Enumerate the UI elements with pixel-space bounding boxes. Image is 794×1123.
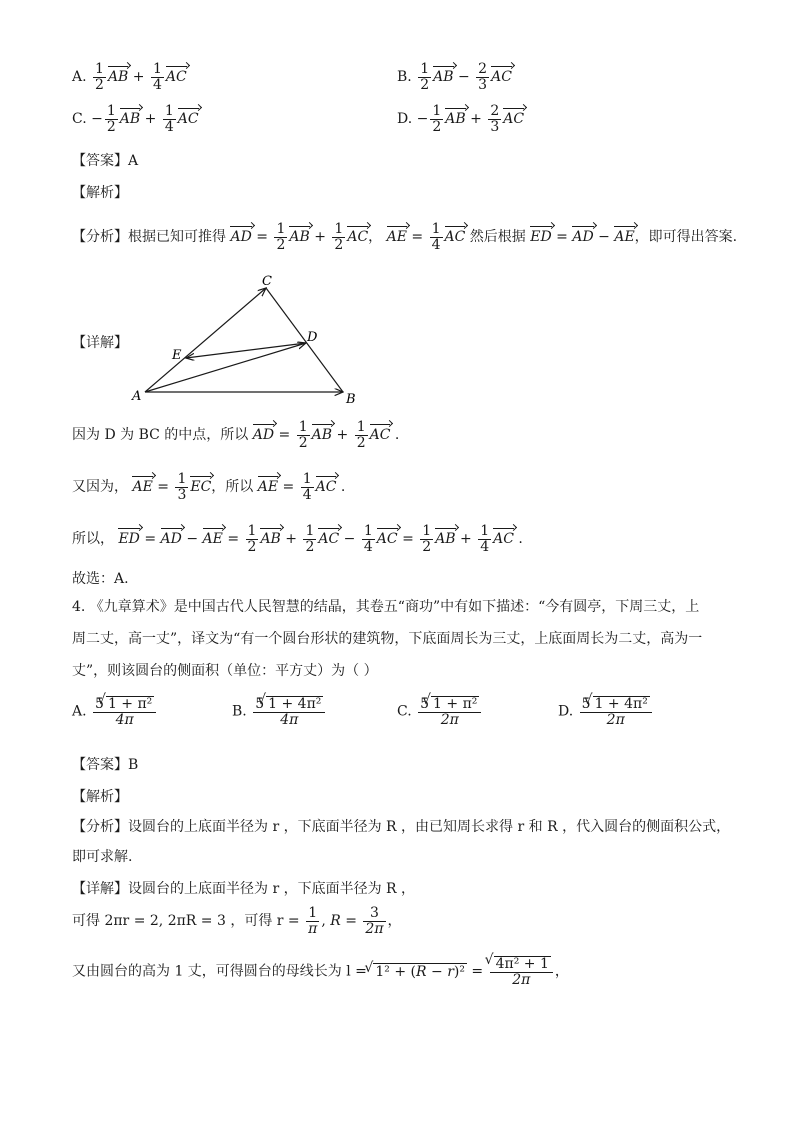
q3-conclusion: 故选：A. <box>72 571 129 587</box>
q4-stem-line-1: 4. 《九章算术》是中国古代人民智慧的结晶，其卷五“商功”中有如下描述：“今有圆亭，下周三丈，上 <box>72 599 700 615</box>
point-e-label: E <box>172 348 182 363</box>
point-b-label: B <box>346 392 356 407</box>
q3-analysis: 【分析】根据已知可推得 AD = $\frac{1}{2}$ AB + $\frac{1}{2}$ AC， AE = $\frac{1}{4}$ AC 然后根据 ED = AD − AE，即可得出答案. <box>72 221 738 253</box>
q4-option-a: A. $\frac{\text{5√ 1 + π²}}{4\pi}$ <box>72 696 158 727</box>
vector-ac <box>145 288 266 392</box>
q4-answer: 【答案】B <box>72 757 139 773</box>
q4-detail-line-3: 又由圆台的高为 1 丈，可得圆台的母线长为 l = √ 1² + (R − r)² = √ $\frac{\text{4π² + 1}}{2\pi}$ ， <box>72 956 569 987</box>
detail-line-3: 所以， ED = AD − AE = $\frac{1}{2}$ AB + $\frac{1}{2}$ AC − $\frac{1}{4}$ AC = $\frac{1}{2}$ AB + $\frac{1}{4}$ AC . <box>72 523 523 555</box>
q4-stem-line-2: 周二丈，高一丈”，译文为“有一个圆台形状的建筑物，下底面周长为三丈，上底面周长为二丈，高为一 <box>72 631 703 647</box>
q4-detail-line-2: 可得 2πr = 2, 2πR = 3 ，可得 r = $\frac{1}{\pi}$ , R = $\frac{3}{2\pi}$ ， <box>72 905 402 937</box>
point-a-label: A <box>132 389 142 404</box>
q4-stem-line-3: 丈”，则该圆台的侧面积（单位：平方丈）为（ ） <box>72 663 378 679</box>
q3-analysis-tag: 【解析】 <box>72 185 128 201</box>
option-a: A. $\frac{1}{2}$ AB + $\frac{1}{4}$ AC <box>72 61 187 93</box>
point-d-label: D <box>307 330 318 345</box>
q4-option-c: C. $\frac{\text{5√ 1 + π²}}{2\pi}$ <box>397 696 483 727</box>
q4-analysis-line-1: 【分析】设圆台的上底面半径为 r ，下底面半径为 R ，由已知周长求得 r 和 R ，代入圆台的侧面积公式， <box>72 819 731 835</box>
q3-detail-tag: 【详解】 <box>72 335 128 351</box>
option-c: C. − $\frac{1}{2}$ AB + $\frac{1}{4}$ AC <box>72 103 199 135</box>
q4-option-b: B. $\frac{\text{5√ 1 + 4π²}}{4\pi}$ <box>232 696 327 727</box>
q4-analysis-tag: 【解析】 <box>72 789 128 805</box>
option-c-label: C. <box>72 111 87 128</box>
option-d: D. − $\frac{1}{2}$ AB + $\frac{2}{3}$ AC <box>397 103 525 135</box>
detail-line-2: 又因为， AE = $\frac{1}{3}$ EC，所以 AE = $\frac{1}{4}$ AC . <box>72 471 346 503</box>
q4-analysis-line-2: 即可求解. <box>72 849 133 865</box>
triangle-figure <box>130 270 360 410</box>
point-c-label: C <box>262 274 272 289</box>
option-b-label: B. <box>397 69 412 86</box>
segment-cb <box>266 288 343 392</box>
option-b: B. $\frac{1}{2}$ AB − $\frac{2}{3}$ AC <box>397 61 512 93</box>
q4-option-d: D. $\frac{\text{5√ 1 + 4π²}}{2\pi}$ <box>558 696 654 727</box>
vector-de <box>186 343 306 358</box>
detail-line-1: 因为 D 为 BC 的中点，所以 AD = $\frac{1}{2}$ AB + $\frac{1}{2}$ AC . <box>72 419 400 451</box>
q4-detail-line-1: 【详解】设圆台的上底面半径为 r ，下底面半径为 R ， <box>72 881 416 897</box>
vector-ad <box>145 343 306 392</box>
option-d-label: D. <box>397 111 413 128</box>
option-a-label: A. <box>72 69 87 86</box>
q3-answer: 【答案】A <box>72 153 139 169</box>
